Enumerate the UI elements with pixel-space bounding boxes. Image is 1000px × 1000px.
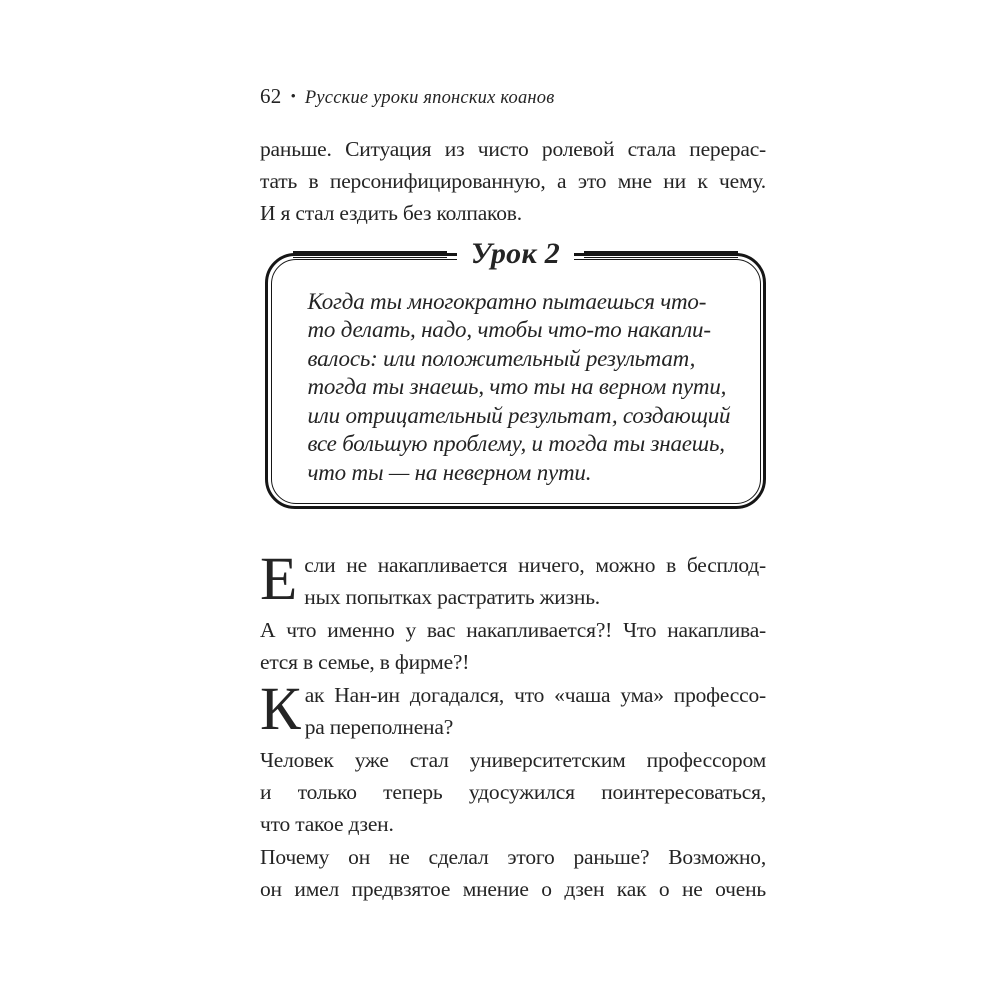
dropcap-lines (305, 679, 766, 743)
quote-line: то делать, надо, чтобы что-то накапли- (307, 317, 711, 343)
running-header (260, 84, 766, 109)
text-line: тать в персонифицированную, а это мне ни к чему. (260, 169, 766, 193)
quote-line: или отрицательный результат, создающий (307, 402, 731, 428)
dropcap-lines (304, 549, 766, 613)
quote-line: валось: или положительный результат, (307, 345, 696, 371)
text-line: сли не накапливается ничего, можно в бесплод- (304, 553, 766, 578)
bullet-separator-icon: • (290, 89, 296, 105)
drop-cap: К (260, 676, 301, 744)
lesson-box-inner-frame (271, 259, 761, 504)
quote-line: Когда ты многократно пытаешься что- (307, 288, 707, 314)
intro-paragraph (260, 133, 766, 229)
running-title: Русские уроки японских коанов (304, 88, 555, 108)
lesson-title: Урок 2 (457, 235, 574, 273)
text-line: раньше. Ситуация из чисто ролевой стала перерас- (260, 137, 766, 161)
page-number: 62 (260, 84, 282, 108)
text-line: Человек уже стал университетским профессором (260, 748, 766, 773)
text-line: он имел предвзятое мнение о дзен как о не очень (260, 877, 766, 902)
quote-line: что ты — на неверном пути. (307, 460, 592, 486)
text-line: ра переполнена? (304, 715, 454, 740)
dropcap-paragraph (260, 676, 766, 744)
text-line: А что именно у вас накапливается?! Что накаплива- (260, 618, 766, 643)
text-line: и только теперь удосужился поинтересоваться, (260, 780, 766, 805)
text-line: ных попытках растратить жизнь. (304, 585, 600, 610)
quote-line: тогда ты знаешь, что ты на верном пути, (307, 374, 727, 400)
lesson-box (265, 237, 766, 509)
quote-line: все большую проблему, и тогда ты знаешь, (307, 431, 725, 457)
text-line: Почему он не сделал этого раньше? Возможно, (260, 845, 766, 870)
text-line: ак Нан-ин догадался, что «чаша ума» профессо- (304, 683, 766, 708)
paragraph (260, 841, 766, 905)
text-column (260, 84, 766, 905)
paragraph (260, 614, 766, 678)
drop-cap: Е (260, 546, 298, 614)
lesson-box-outer-frame (265, 253, 766, 509)
text-line: И я стал ездить без колпаков. (260, 201, 522, 225)
paragraph (260, 744, 766, 840)
text-line: что такое дзен. (260, 812, 394, 837)
text-line: ется в семье, в фирме?! (260, 650, 470, 675)
dropcap-paragraph (260, 546, 766, 614)
